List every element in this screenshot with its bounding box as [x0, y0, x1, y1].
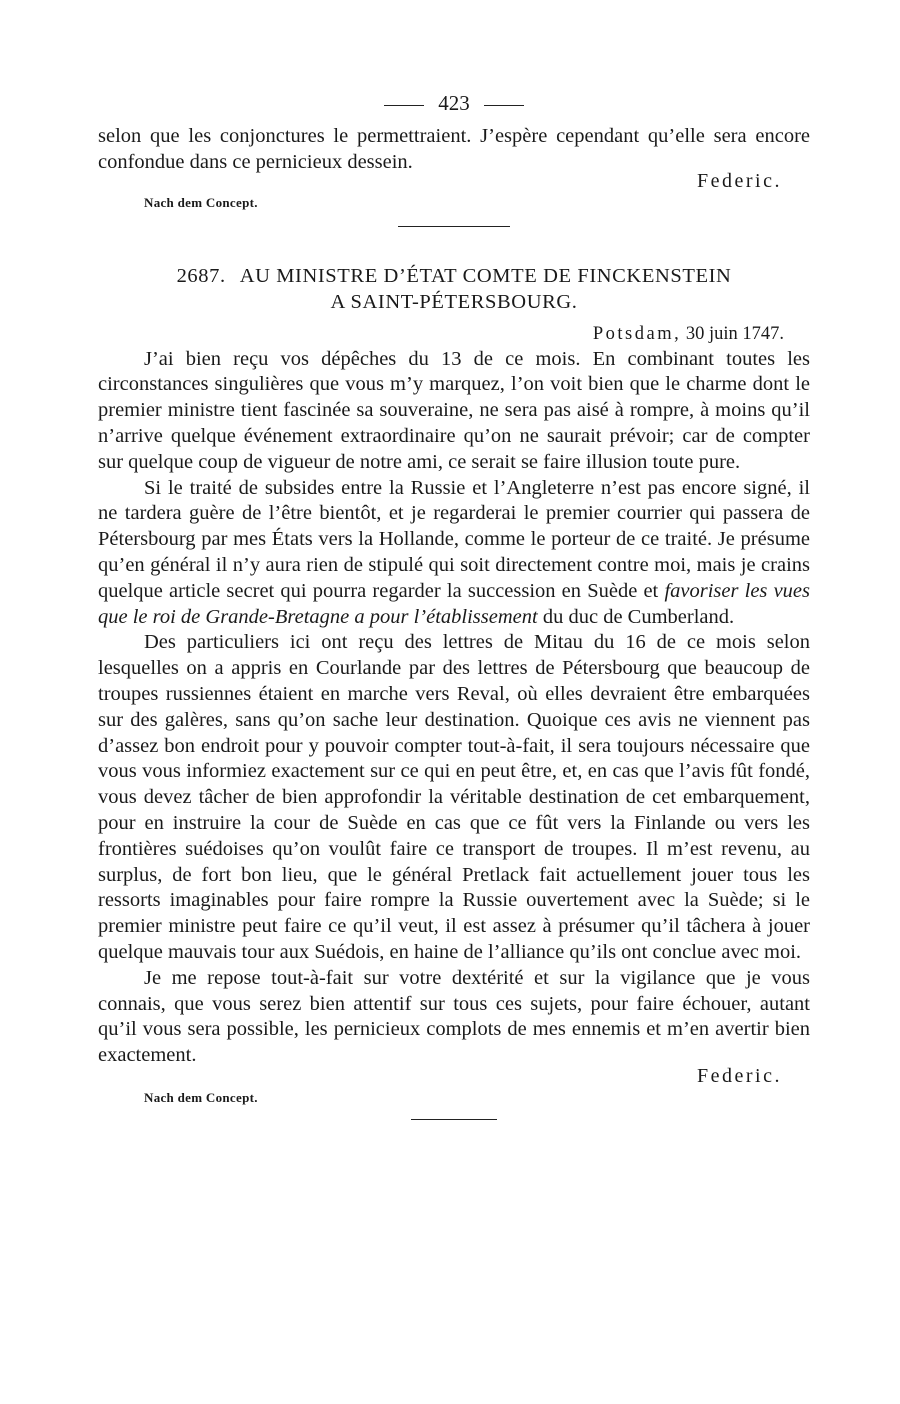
- paragraph-2-end: du duc de Cumberland.: [542, 605, 735, 628]
- source-note: Nach dem Concept.: [144, 194, 258, 210]
- date-place: Potsdam,: [592, 323, 682, 344]
- page-number: 423: [438, 91, 470, 115]
- paragraph-3: Des particuliers ici ont reçu des lettres de Mitau du 16 de ce mois selon lesquelles on a appris en Courlande par des lettres de Pétersbourg que beaucoup de troupes russiennes étaient en marche vers Reval, où elles devraient être embarquées sur des galères, sans qu’on sache leur destination. Quoique ces avis ne viennent pas d’assez bon endroit pour y pouvoir compter tout-à-fait, il sera toujours nécessaire que vous vous informiez exactement sur ce qui en peut être, et, en cas que l’avis fût fondé, vous devez tâcher de bien approfondir la véritable destination de cet embarquement, pour en instruire la cour de Suède en cas que ce fût vers la Finlande ou vers les frontières suédoises qu’on voulût faire ce transport de troupes. Il m’est revenu, au surplus, de fort bon lieu, que le général Pretlack fait actuellement jouer tous les ressorts imaginables pour faire rompre la Russie ouvertement avec la Suède; si le premier ministre peut faire ce qu’il veut, il est assez à présumer qu’il tâchera à jouer quelque mauvais tour aux Suédois, en haine de l’alliance qu’ils ont conclue avec moi.: [98, 631, 810, 963]
- letter-title: [98, 263, 810, 289]
- continuation-text: selon que les conjonctures le permettraient. J’espère cependant qu’elle sera encore confondue dans ce pernicieux dessein.: [98, 125, 810, 173]
- signature-row: [98, 169, 810, 202]
- dateline: [98, 321, 810, 347]
- italic-passage: favoriser les vues que le roi de Grande-Bretagne a pour l’établissement: [98, 579, 810, 628]
- paragraph-2: [98, 476, 810, 631]
- letter-number: 2687.: [176, 264, 226, 287]
- page-header: [98, 88, 810, 124]
- signature: Federic.: [697, 169, 782, 192]
- letter-signature: Federic.: [697, 1064, 782, 1087]
- paragraph-4: Je me repose tout-à-fait sur votre dextérité et sur la vigilance que je vous connais, que vous serez bien attentif sur tous ces sujets, pour faire échouer, autant qu’il vous sera possible, les pernicieux complots de mes ennemis et m’en avertir bien exactement.: [98, 966, 810, 1067]
- letter-title-line1: AU MINISTRE D’ÉTAT COMTE DE FINCKENSTEIN: [239, 264, 732, 287]
- page: [98, 88, 810, 1120]
- paragraph-1: J’ai bien reçu vos dépêches du 13 de ce mois. En combinant toutes les circonstances singulières que vous m’y marquez, l’on voit bien que le charme dont le premier ministre tient fascinée sa souveraine, ne sera pas aisé à rompre, à moins qu’il n’arrive quelque événement extraordinaire qu’on ne saurait prévoir; car de compter sur quelque coup de vigueur de notre ami, ce serait se faire illusion toute pure.: [98, 347, 810, 473]
- letter-source-note: Nach dem Concept.: [144, 1089, 258, 1105]
- header-dash-left: [384, 105, 424, 106]
- date: 30 juin 1747.: [685, 323, 784, 344]
- letter-signature-row: [98, 1064, 810, 1095]
- header-dash-right: [484, 105, 524, 106]
- bottom-divider: [411, 1119, 497, 1120]
- letter-title-line2: A SAINT-PÉTERSBOURG.: [330, 290, 578, 313]
- paragraph-2-text: Si le traité de subsides entre la Russie et l’Angleterre n’est pas encore signé, il ne tardera guère de l’être bientôt, et je regarderai le premier courrier qui passera de Pétersbourg par mes États vers la Hollande, comme le porteur de ce traité. Je présume qu’en général il n’y aura rien de stipulé qui soit directement contre moi, mais je crains quelque article secret qui pourra regarder la succession en Suède et: [98, 476, 810, 602]
